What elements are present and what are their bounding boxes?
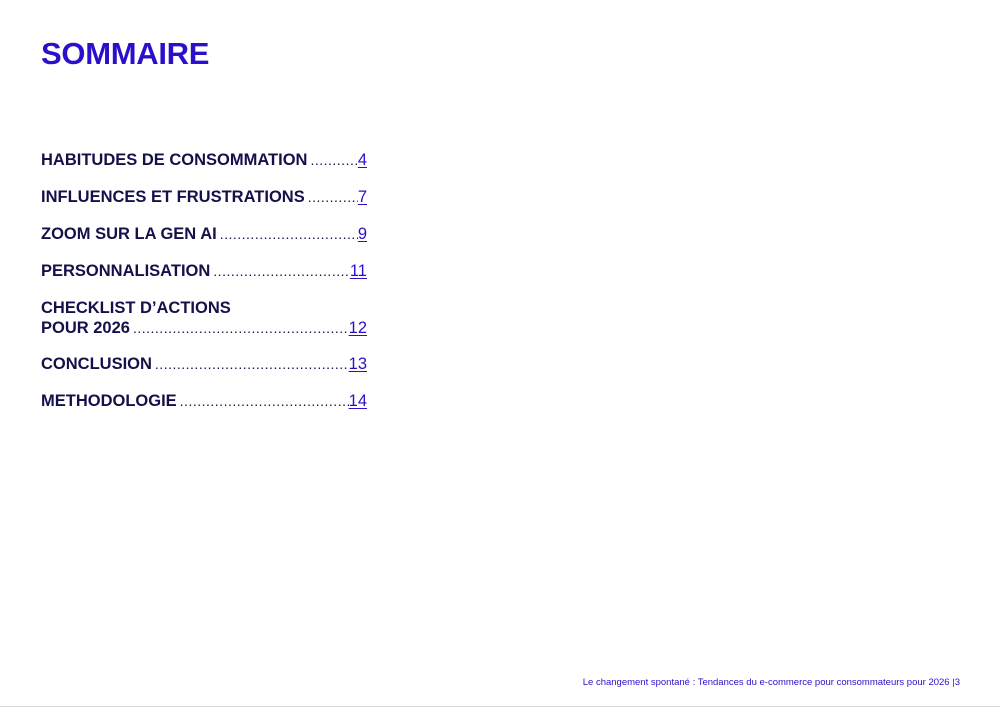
page-title: SOMMAIRE	[41, 36, 210, 71]
toc-leader-dots	[307, 150, 357, 170]
toc-leader-dots	[305, 187, 358, 207]
toc-entry-habitudes[interactable]	[41, 150, 367, 187]
toc-page-link[interactable]: 9	[357, 225, 367, 243]
toc-leader-dots	[217, 224, 358, 244]
toc-leader-dots	[152, 354, 349, 374]
toc-page-link[interactable]: 7	[357, 188, 367, 206]
toc-entry-label: PERSONNALISATION	[41, 262, 211, 280]
toc-entry-label: METHODOLOGIE	[41, 392, 177, 410]
toc-entry-checklist[interactable]	[41, 298, 367, 354]
toc-entry-line2	[41, 318, 367, 338]
toc-entry-label: INFLUENCES ET FRUSTRATIONS	[41, 188, 305, 206]
page-footer	[583, 677, 960, 688]
toc-page-link[interactable]: 14	[348, 392, 367, 410]
toc-entry-personnalisation[interactable]	[41, 261, 367, 298]
toc-entry-influences[interactable]	[41, 187, 367, 224]
toc-entry-label: HABITUDES DE CONSOMMATION	[41, 151, 308, 169]
toc-leader-dots	[177, 391, 349, 411]
toc-entry-label: ZOOM SUR LA GEN AI	[41, 225, 217, 243]
footer-separator: |	[952, 677, 955, 688]
toc-entry-conclusion[interactable]	[41, 354, 367, 391]
toc-page-link[interactable]: 13	[348, 355, 367, 373]
footer-page-number: 3	[954, 677, 960, 688]
toc-entry-methodologie[interactable]	[41, 391, 367, 428]
toc-leader-dots	[210, 261, 350, 281]
footer-text: Le changement spontané : Tendances du e-commerce pour consommateurs pour 2026	[582, 677, 950, 688]
toc-leader-dots	[130, 318, 349, 338]
toc-entry-gen-ai[interactable]	[41, 224, 367, 261]
table-of-contents	[41, 150, 367, 428]
toc-entry-label-line2: POUR 2026	[41, 319, 130, 337]
toc-entry-label: CONCLUSION	[41, 355, 152, 373]
toc-page-link[interactable]: 12	[348, 319, 367, 337]
toc-page-link[interactable]: 11	[349, 262, 367, 280]
page-bottom-divider	[0, 706, 1000, 707]
toc-entry-label-line1: CHECKLIST D’ACTIONS	[41, 299, 231, 317]
toc-page-link[interactable]: 4	[357, 151, 367, 169]
